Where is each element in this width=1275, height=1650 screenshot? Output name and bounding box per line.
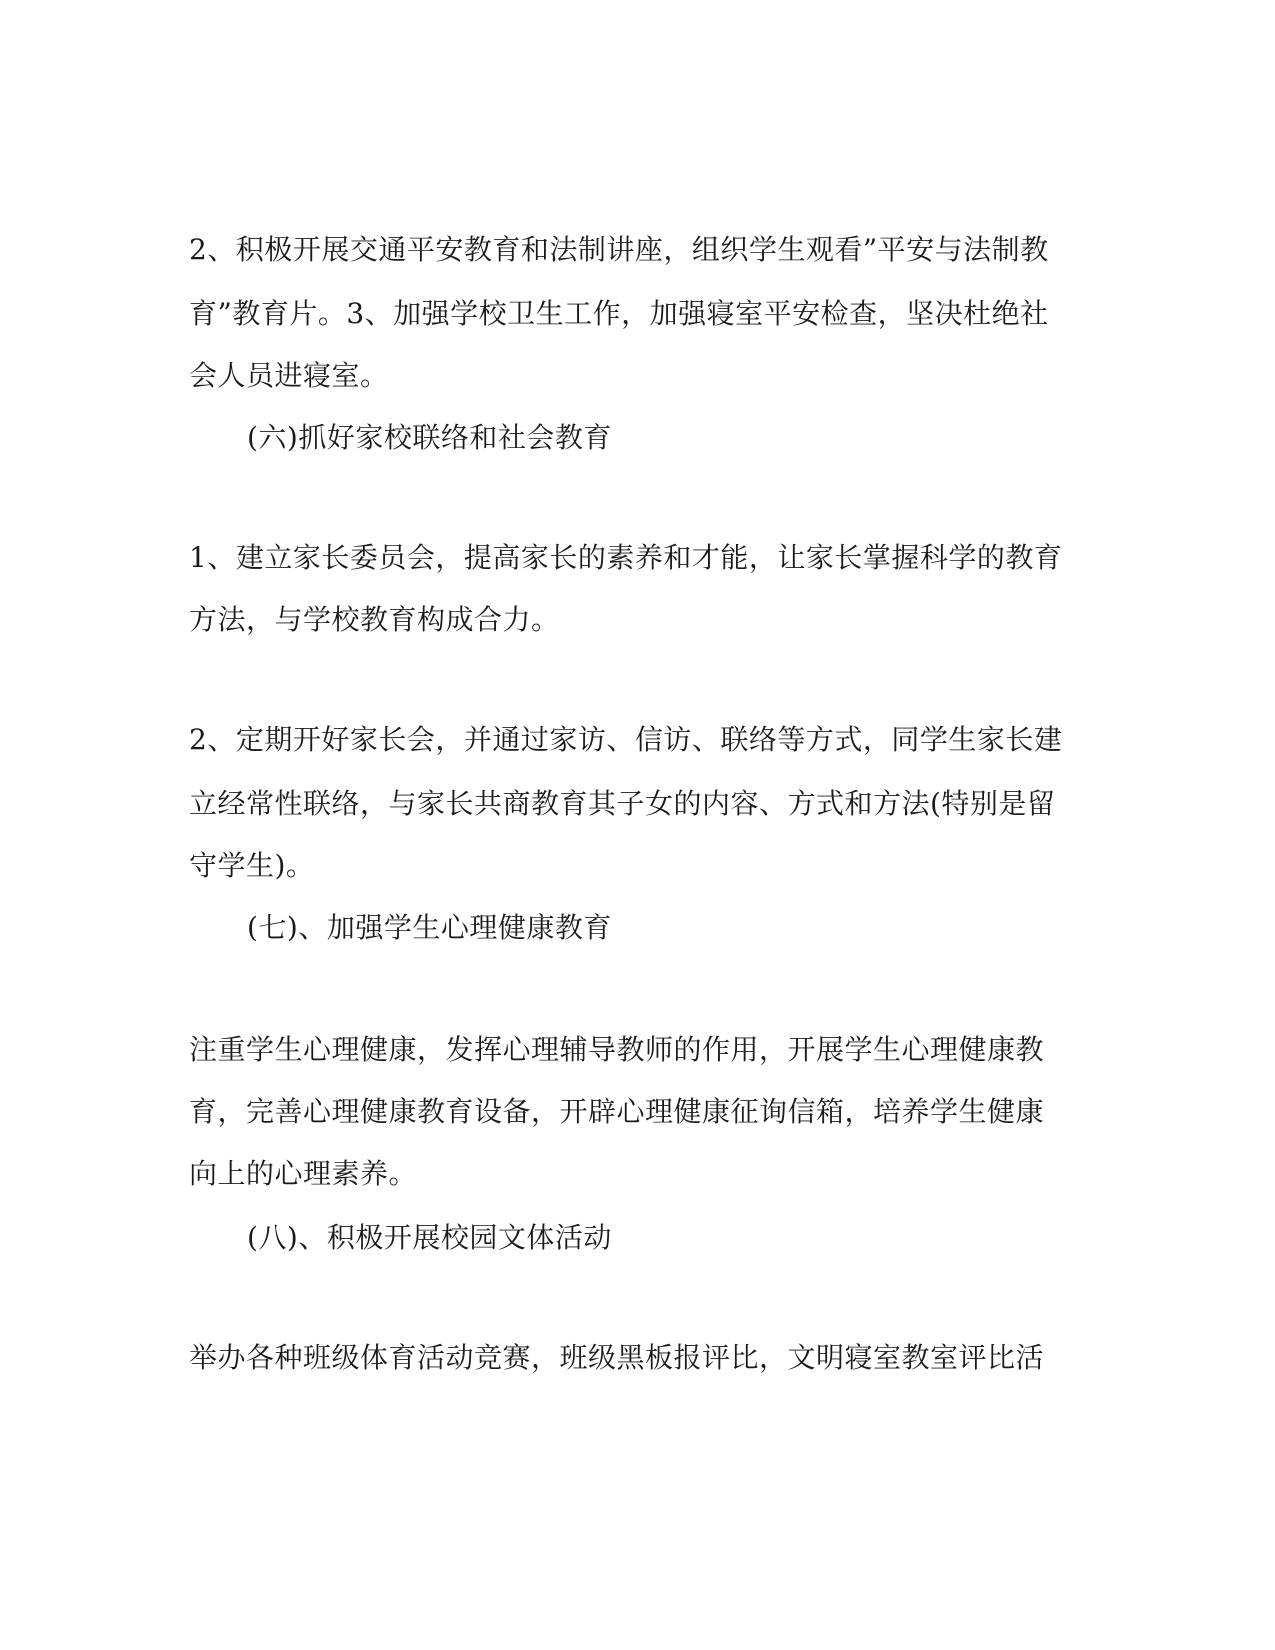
section-heading-8: (八)、积极开展校园文体活动 <box>247 1221 612 1254</box>
paragraph-line: 育”教育片。3、加强学校卫生工作，加强寝室平安检查，坚决杜绝社 <box>189 297 1049 330</box>
paragraph-line: 方法，与学校教育构成合力。 <box>189 603 560 636</box>
section-heading-6: (六)抓好家校联络和社会教育 <box>247 421 612 454</box>
paragraph-line: 向上的心理素养。 <box>189 1157 418 1190</box>
paragraph-line: 2、定期开好家长会，并通过家访、信访、联络等方式，同学生家长建 <box>189 723 1063 756</box>
paragraph-line: 1、建立家长委员会，提高家长的素养和才能，让家长掌握科学的教育 <box>189 541 1063 574</box>
section-heading-7: (七)、加强学生心理健康教育 <box>247 911 612 944</box>
paragraph-line: 举办各种班级体育活动竞赛，班级黑板报评比，文明寝室教室评比活 <box>189 1341 1045 1374</box>
paragraph-line: 2、积极开展交通平安教育和法制讲座，组织学生观看”平安与法制教 <box>189 233 1049 266</box>
paragraph-line: 会人员进寝室。 <box>189 359 389 392</box>
paragraph-line: 注重学生心理健康，发挥心理辅导教师的作用，开展学生心理健康教 <box>189 1033 1045 1066</box>
paragraph-line: 守学生)。 <box>189 849 315 882</box>
paragraph-line: 育，完善心理健康教育设备，开辟心理健康征询信箱，培养学生健康 <box>189 1095 1045 1128</box>
paragraph-line: 立经常性联络，与家长共商教育其子女的内容、方式和方法(特别是留 <box>189 787 1056 820</box>
